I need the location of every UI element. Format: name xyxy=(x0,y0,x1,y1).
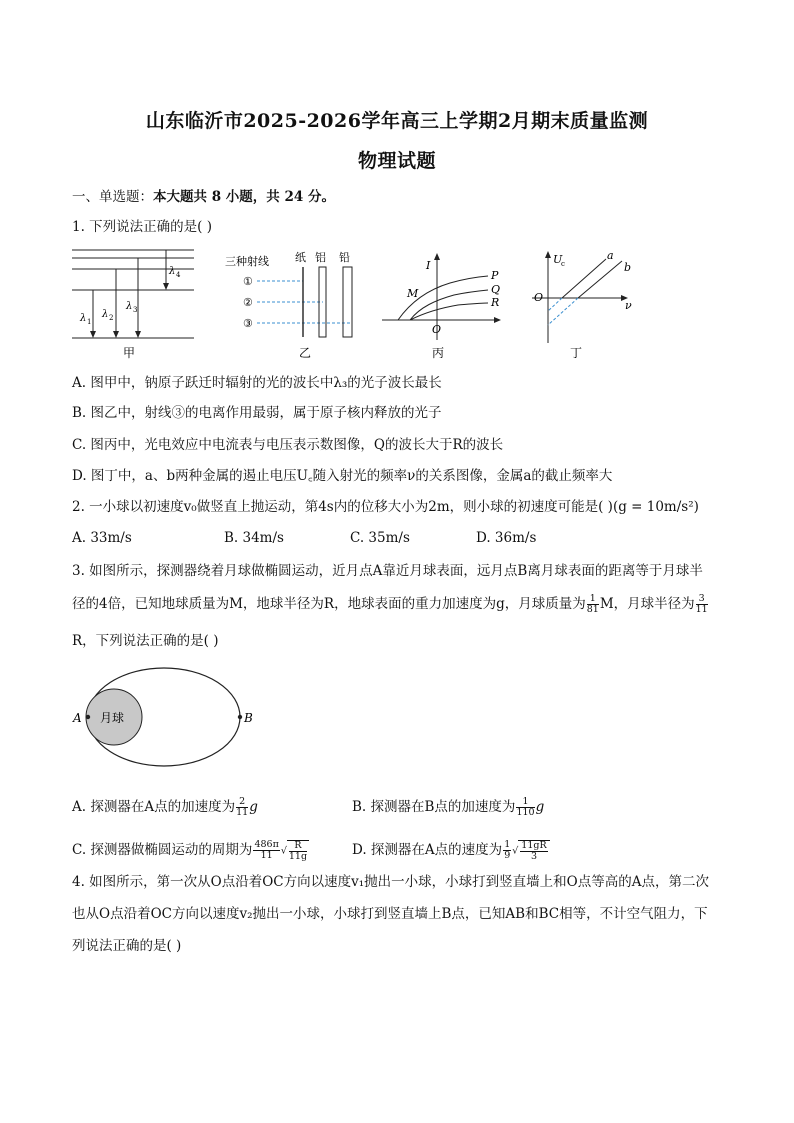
section-heading-prefix: 一、单选题： xyxy=(72,189,153,205)
frac-num: 1 xyxy=(504,839,511,850)
q1-option-d: D. 图丁中，a、b两种金属的遏止电压U꜀随入射光的频率ν的关系图像，金属a的截止频率大 xyxy=(72,468,613,484)
q3-option-b-fraction xyxy=(516,797,534,818)
bing-origin: O xyxy=(432,323,442,336)
q3-line2-text-a: 径的4倍，已知地球质量为M，地球半径为R，地球表面的重力加速度为g，月球质量为 xyxy=(72,596,586,612)
bing-curve-p: P xyxy=(491,269,499,282)
q3-moon-radius-fraction xyxy=(696,594,708,615)
frac-num: 3 xyxy=(696,594,708,605)
frac-num: 11gR xyxy=(521,839,547,851)
figure-yi xyxy=(223,245,363,365)
ding-line-b: b xyxy=(624,261,632,274)
yi-aluminum-label: 铝 xyxy=(315,251,326,264)
frac-den: 110 xyxy=(516,807,535,818)
q3-option-a-unit: g xyxy=(249,799,258,815)
jia-caption: 甲 xyxy=(123,346,136,360)
q4-line2: 也从O点沿着OC方向以速度v₂抛出一小球，小球打到竖直墙上B点，已知AB和BC相等，不计空气阻力，下 xyxy=(72,906,708,922)
q3-option-b-text: B. 探测器在B点的加速度为 xyxy=(352,799,516,815)
q2-option-c: C. 35m/s xyxy=(350,530,410,546)
frac-den: 11 xyxy=(695,604,708,615)
q3-option-c-fraction xyxy=(253,840,279,861)
q3-line1: 3. 如图所示，探测器绕着月球做椭圆运动，近月点A靠近月球表面，远月点B离月球表面的距离等于月球半 xyxy=(72,563,703,579)
frac-num: 1 xyxy=(587,594,599,605)
section-heading xyxy=(72,188,732,206)
q3-line2 xyxy=(72,594,732,615)
exam-title: 山东临沂市2025-2026学年高三上学期2月期末质量监测 xyxy=(145,110,649,132)
q3-moon-mass-fraction xyxy=(587,594,599,615)
q3-option-c-text: C. 探测器做椭圆运动的周期为 xyxy=(72,842,253,858)
ding-axis-u-sub: c xyxy=(561,260,565,268)
frac-den: 3 xyxy=(530,850,537,862)
q3-option-d-text: D. 探测器在A点的速度为 xyxy=(352,842,503,858)
yi-ray3-label: ③ xyxy=(243,317,253,330)
frac-num: R xyxy=(289,841,307,852)
q1-option-b: B. 图乙中，射线③的电离作用最弱，属于原子核内释放的光子 xyxy=(72,405,442,421)
point-b-label: B xyxy=(244,711,253,725)
bing-axis-i: I xyxy=(426,259,431,272)
frac-num: 1 xyxy=(516,797,534,808)
frac-num: 486π xyxy=(254,839,279,850)
frac-den: 81 xyxy=(586,604,599,615)
q1-stem: 1. 下列说法正确的是( ) xyxy=(72,219,212,235)
q4-line3: 列说法正确的是( ) xyxy=(72,938,182,954)
jia-s3: 3 xyxy=(133,306,138,314)
bing-curve-q: Q xyxy=(491,283,501,296)
ding-axis-u: U xyxy=(553,253,563,266)
q3-option-a-fraction xyxy=(236,797,248,818)
exam-subtitle: 物理试题 xyxy=(357,150,436,172)
q2-option-a: A. 33m/s xyxy=(72,530,132,546)
yi-paper-label: 纸 xyxy=(295,251,306,264)
q3-line3: R，下列说法正确的是( ) xyxy=(72,633,219,649)
q2-option-b: B. 34m/s xyxy=(224,530,284,546)
q1-figures xyxy=(68,245,668,365)
ding-origin: O xyxy=(534,291,544,304)
q3-option-d xyxy=(352,838,550,862)
jia-l2: λ xyxy=(102,309,109,320)
q4-line1: 4. 如图所示，第一次从O点沿着OC方向以速度v₁抛出一小球，小球打到竖直墙上和O点等高的A点，第二次 xyxy=(72,874,709,890)
yi-ray1-label: ① xyxy=(243,275,253,288)
jia-l3: λ xyxy=(126,301,133,312)
bing-curve-r: R xyxy=(491,296,500,309)
yi-ray2-label: ② xyxy=(243,296,253,309)
q3-option-c xyxy=(72,838,309,862)
frac-den: 11g xyxy=(288,850,308,862)
bing-point-m: M xyxy=(407,287,419,300)
q3-option-b-unit: g xyxy=(535,799,545,815)
q2-stem: 2. 一小球以初速度v₀做竖直上抛运动，第4s内的位移大小为2m，则小球的初速度可能是( )(g = 10m/s²) xyxy=(72,499,699,515)
q3-orbit-figure xyxy=(68,665,258,769)
jia-l1: λ xyxy=(80,313,87,324)
frac-den: 9 xyxy=(504,850,511,861)
q3-option-b xyxy=(352,795,544,818)
q3-option-c-sqrt: √ $\frac{R}{11g}$ xyxy=(280,839,308,862)
yi-caption: 乙 xyxy=(299,346,312,360)
q3-line2-text-b: M，月球半径为 xyxy=(599,596,695,612)
q1-option-c: C. 图丙中，光电效应中电流表与电压表示数图像，Q的波长大于R的波长 xyxy=(72,437,504,453)
ding-axis-v: ν xyxy=(625,299,632,312)
q1-option-a: A. 图甲中，钠原子跃迁时辐射的光的波长中λ₃的光子波长最长 xyxy=(72,375,442,391)
figure-ding xyxy=(528,245,643,365)
yi-lead-label: 铅 xyxy=(339,251,350,264)
point-a-label: A xyxy=(73,711,82,725)
jia-l4: λ xyxy=(169,266,176,277)
jia-s2: 2 xyxy=(109,314,114,322)
section-heading-bold: 本大题共 8 小题，共 24 分。 xyxy=(153,189,335,205)
frac-den: 11 xyxy=(260,850,273,861)
q2-option-d: D. 36m/s xyxy=(476,530,537,546)
q3-option-a xyxy=(72,795,258,818)
q3-option-a-text: A. 探测器在A点的加速度为 xyxy=(72,799,236,815)
q3-option-d-fraction xyxy=(503,840,511,861)
jia-s4: 4 xyxy=(176,271,181,279)
moon-label: 月球 xyxy=(100,711,125,725)
figure-bing xyxy=(380,245,505,365)
frac-num: 2 xyxy=(236,797,248,808)
q3-option-d-sqrt: √ $\frac{11gR}{3}$ xyxy=(512,840,549,862)
frac-den: 11 xyxy=(236,807,249,818)
yi-rays-label: 三种射线 xyxy=(225,255,269,268)
ding-line-a: a xyxy=(607,249,614,262)
bing-caption: 丙 xyxy=(432,346,445,360)
figure-jia xyxy=(68,245,203,365)
jia-s1: 1 xyxy=(87,318,92,326)
ding-caption: 丁 xyxy=(570,346,583,360)
